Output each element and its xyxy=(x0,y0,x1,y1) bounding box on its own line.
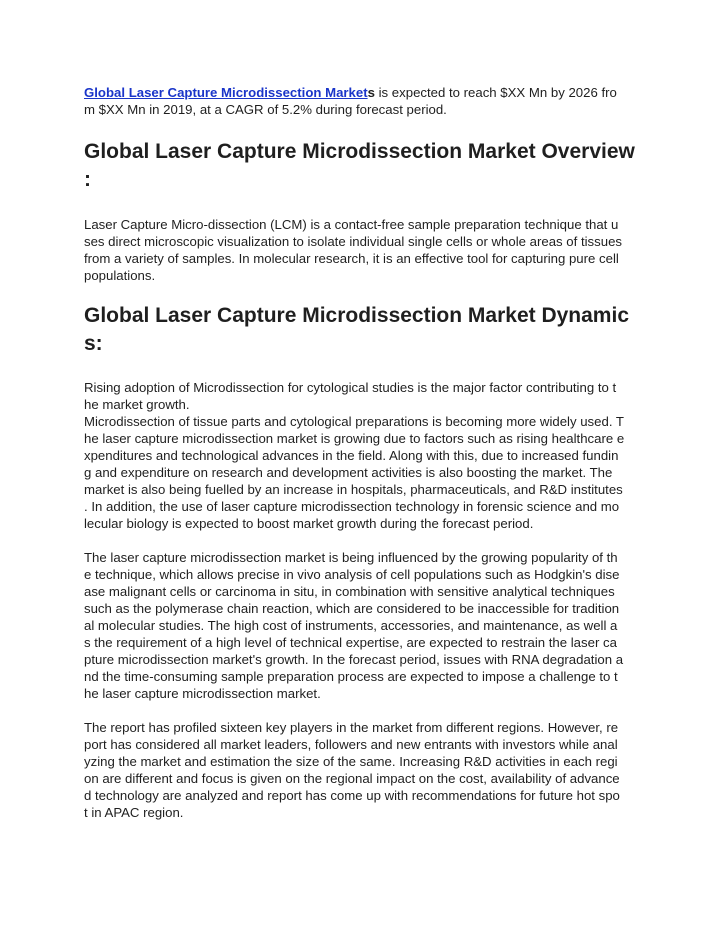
text-line: nd the time-consuming sample preparation process are expected to impose a challenge to t xyxy=(84,669,618,684)
overview-heading-line-1: Global Laser Capture Microdissection Market Overview xyxy=(84,140,635,163)
text-line: t in APAC region. xyxy=(84,805,184,820)
text-line: s the requirement of a high level of technical expertise, are expected to restrain the laser ca xyxy=(84,635,617,650)
overview-heading xyxy=(84,138,637,194)
text-line: on are different and focus is given on the regional impact on the cost, availability of advance xyxy=(84,771,620,786)
text-line: xpenditures and technological advances in the field. Along with this, due to increased fundin xyxy=(84,448,619,463)
dynamics-paragraph-2 xyxy=(84,549,637,702)
overview-paragraph xyxy=(84,216,637,284)
text-line: he market growth. xyxy=(84,397,190,412)
text-line: Microdissection of tissue parts and cytological preparations is becoming more widely used. T xyxy=(84,414,624,429)
overview-heading-line-2: : xyxy=(84,168,91,191)
dynamics-heading-line-2: s: xyxy=(84,332,103,355)
document-page xyxy=(84,84,637,821)
text-line: al molecular studies. The high cost of instruments, accessories, and maintenance, as well a xyxy=(84,618,618,633)
link-suffix: s xyxy=(367,85,375,100)
text-line: port has considered all market leaders, followers and new entrants with investors while anal xyxy=(84,737,618,752)
text-line: market is also being fuelled by an increase in hospitals, pharmaceuticals, and R&D institutes xyxy=(84,482,623,497)
intro-line-1-rest: is expected to reach $XX Mn by 2026 fro xyxy=(374,85,617,100)
text-line: populations. xyxy=(84,268,156,283)
text-line: d technology are analyzed and report has come up with recommendations for future hot spo xyxy=(84,788,620,803)
text-line: he laser capture microdissection market is growing due to factors such as rising healthcare e xyxy=(84,431,625,446)
dynamics-paragraph-3 xyxy=(84,719,637,821)
text-line: he laser capture microdissection market. xyxy=(84,686,321,701)
dynamics-paragraph-1 xyxy=(84,379,637,532)
text-line: ses direct microscopic visualization to isolate individual single cells or whole areas of tissues xyxy=(84,234,623,249)
text-line: Laser Capture Micro-dissection (LCM) is a contact-free sample preparation technique that u xyxy=(84,217,619,232)
paragraph-spacer xyxy=(84,532,637,549)
intro-line-1 xyxy=(84,84,637,101)
text-line: ase malignant cells or carcinoma in situ, in combination with sensitive analytical techniques xyxy=(84,584,615,599)
intro-paragraph xyxy=(84,84,637,118)
intro-line-2: m $XX Mn in 2019, at a CAGR of 5.2% during forecast period. xyxy=(84,102,447,117)
dynamics-heading-line-1: Global Laser Capture Microdissection Market Dynamic xyxy=(84,304,629,327)
text-line: The laser capture microdissection market is being influenced by the growing popularity of th xyxy=(84,550,618,565)
text-line: such as the polymerase chain reaction, which are considered to be inaccessible for tradition xyxy=(84,601,620,616)
text-line: e technique, which allows precise in vivo analysis of cell populations such as Hodgkin's dise xyxy=(84,567,620,582)
text-line: g and expenditure on research and development activities is also boosting the market. The xyxy=(84,465,613,480)
text-line: The report has profiled sixteen key players in the market from different regions. However, re xyxy=(84,720,619,735)
text-line: yzing the market and estimation the size of the same. Increasing R&D activities in each regi xyxy=(84,754,618,769)
text-line: lecular biology is expected to boost market growth during the forecast period. xyxy=(84,516,534,531)
text-line: pture microdissection market's growth. In the forecast period, issues with RNA degradation a xyxy=(84,652,624,667)
paragraph-spacer xyxy=(84,702,637,719)
dynamics-heading xyxy=(84,302,637,358)
text-line: . In addition, the use of laser capture microdissection technology in forensic science and mo xyxy=(84,499,620,514)
text-line: Rising adoption of Microdissection for cytological studies is the major factor contributing to t xyxy=(84,380,617,395)
market-link[interactable]: Global Laser Capture Microdissection Market xyxy=(84,85,368,100)
text-line: from a variety of samples. In molecular research, it is an effective tool for capturing pure cell xyxy=(84,251,619,266)
